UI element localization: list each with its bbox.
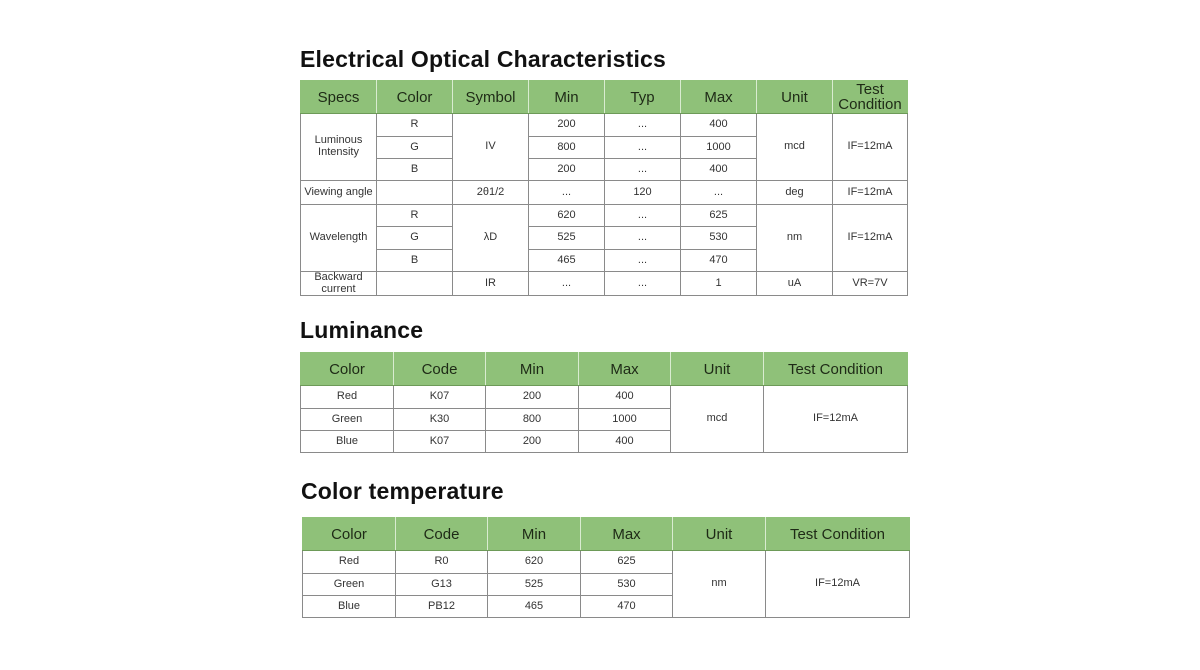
wavelength-unit-cell: nm [757,205,833,272]
min-cell: 200 [529,114,605,137]
viewing-spec-cell: Viewing angle [301,181,377,205]
header-color: Color [301,353,394,386]
unit-cell: uA [757,272,833,296]
table-header-row [301,353,908,386]
viewing-symbol-cell: 2θ1/2 [453,181,529,205]
unit-cell: mcd [671,386,764,453]
min-cell: 465 [529,250,605,272]
header-code: Code [396,518,488,551]
wavelength-spec-cell: Wavelength [301,205,377,272]
code-cell: R0 [396,551,488,574]
max-cell: 1000 [579,409,671,431]
backward-symbol-cell: IR [453,272,529,296]
table-header-row [303,518,910,551]
table-row [303,551,910,574]
max-cell: 625 [681,205,757,227]
min-cell: 200 [486,431,579,453]
luminous-spec-cell: Luminous Intensity [301,114,377,181]
max-cell: 530 [581,574,673,596]
color-cell: Blue [303,596,396,618]
code-cell: K30 [394,409,486,431]
max-cell: 400 [681,114,757,137]
min-cell: 465 [488,596,581,618]
color-cell [377,272,453,296]
section-title-color-temperature: Color temperature [301,478,504,504]
min-cell: ... [529,181,605,205]
condition-cell: IF=12mA [833,181,908,205]
header-unit: Unit [757,81,833,114]
color-cell: R [377,114,453,137]
table-header-row [301,81,908,114]
luminous-unit-cell: mcd [757,114,833,181]
color-cell: B [377,159,453,181]
typ-cell: ... [605,137,681,159]
typ-cell: ... [605,272,681,296]
unit-cell: nm [673,551,766,618]
header-max: Max [581,518,673,551]
code-cell: PB12 [396,596,488,618]
typ-cell: ... [605,205,681,227]
color-cell: Green [303,574,396,596]
header-typ: Typ [605,81,681,114]
header-test-condition: Test Condition [833,81,908,114]
max-cell: 470 [681,250,757,272]
min-cell: 620 [488,551,581,574]
header-max: Max [579,353,671,386]
typ-cell: ... [605,227,681,250]
header-unit: Unit [673,518,766,551]
max-cell: 530 [681,227,757,250]
header-min: Min [486,353,579,386]
typ-cell: 120 [605,181,681,205]
condition-cell: IF=12mA [764,386,908,453]
min-cell: 620 [529,205,605,227]
color-cell: Red [301,386,394,409]
electrical-optical-table [300,80,908,296]
backward-spec-cell: Backward current [301,272,377,296]
color-cell: B [377,250,453,272]
table-row [301,205,908,227]
typ-cell: ... [605,159,681,181]
header-code: Code [394,353,486,386]
max-cell: 400 [579,386,671,409]
header-color: Color [377,81,453,114]
color-cell: Blue [301,431,394,453]
table-row [301,272,908,296]
color-cell: Red [303,551,396,574]
color-cell [377,181,453,205]
luminous-condition-cell: IF=12mA [833,114,908,181]
max-cell: 400 [681,159,757,181]
code-cell: G13 [396,574,488,596]
max-cell: 1000 [681,137,757,159]
color-cell: G [377,137,453,159]
table-row [301,386,908,409]
typ-cell: ... [605,114,681,137]
min-cell: 525 [529,227,605,250]
header-specs: Specs [301,81,377,114]
unit-cell: deg [757,181,833,205]
header-min: Min [488,518,581,551]
wavelength-symbol-cell: λD [453,205,529,272]
min-cell: 200 [486,386,579,409]
min-cell: 800 [486,409,579,431]
min-cell: 200 [529,159,605,181]
table-row [301,181,908,205]
min-cell: ... [529,272,605,296]
color-cell: G [377,227,453,250]
max-cell: 625 [581,551,673,574]
luminance-table [300,352,908,453]
table-row [301,114,908,137]
header-test-condition: Test Condition [764,353,908,386]
condition-cell: VR=7V [833,272,908,296]
header-symbol: Symbol [453,81,529,114]
header-min: Min [529,81,605,114]
header-max: Max [681,81,757,114]
min-cell: 800 [529,137,605,159]
header-color: Color [303,518,396,551]
min-cell: 525 [488,574,581,596]
condition-cell: IF=12mA [766,551,910,618]
color-cell: R [377,205,453,227]
color-cell: Green [301,409,394,431]
header-test-condition: Test Condition [766,518,910,551]
max-cell: ... [681,181,757,205]
color-temperature-table [302,517,910,618]
code-cell: K07 [394,431,486,453]
code-cell: K07 [394,386,486,409]
max-cell: 1 [681,272,757,296]
max-cell: 470 [581,596,673,618]
section-title-luminance: Luminance [300,317,424,343]
section-title-electrical: Electrical Optical Characteristics [300,46,667,72]
header-unit: Unit [671,353,764,386]
wavelength-condition-cell: IF=12mA [833,205,908,272]
max-cell: 400 [579,431,671,453]
luminous-symbol-cell: IV [453,114,529,181]
typ-cell: ... [605,250,681,272]
